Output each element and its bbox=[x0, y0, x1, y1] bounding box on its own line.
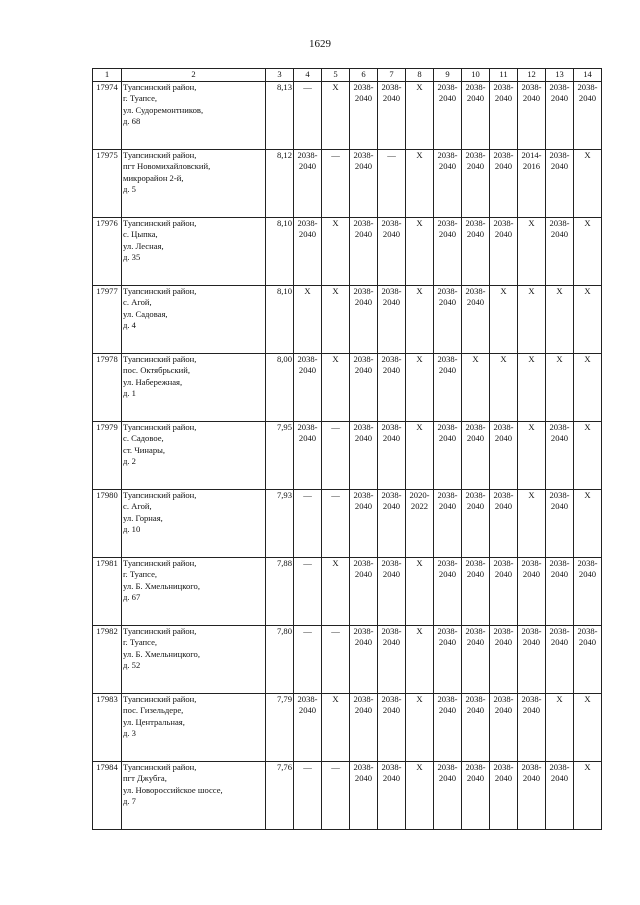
schedule-cell: X bbox=[294, 286, 322, 354]
schedule-cell: 2038- 2040 bbox=[350, 626, 378, 694]
row-id: 17978 bbox=[93, 354, 122, 422]
schedule-cell: 2038- 2040 bbox=[518, 626, 546, 694]
address-cell: Туапсинский район, г. Туапсе, ул. Судоремонтников, д. 68 bbox=[122, 82, 266, 150]
schedule-cell: X bbox=[322, 286, 350, 354]
schedule-cell: 2038- 2040 bbox=[546, 490, 574, 558]
schedule-cell: — bbox=[294, 490, 322, 558]
schedule-cell: X bbox=[574, 422, 602, 490]
schedule-cell: X bbox=[518, 490, 546, 558]
schedule-cell: 2038- 2040 bbox=[490, 490, 518, 558]
row-id: 17982 bbox=[93, 626, 122, 694]
table-row bbox=[93, 762, 602, 830]
schedule-cell: 2038- 2040 bbox=[378, 286, 406, 354]
schedule-cell: — bbox=[322, 422, 350, 490]
schedule-cell: X bbox=[574, 354, 602, 422]
address-cell: Туапсинский район, пгт Новомихайловский, микрорайон 2-й, д. 5 bbox=[122, 150, 266, 218]
schedule-cell: — bbox=[294, 626, 322, 694]
address-cell: Туапсинский район, г. Туапсе, ул. Б. Хмельницкого, д. 52 bbox=[122, 626, 266, 694]
value-cell: 7,79 bbox=[266, 694, 294, 762]
table-row bbox=[93, 490, 602, 558]
schedule-cell: 2038- 2040 bbox=[574, 626, 602, 694]
column-header: 9 bbox=[434, 69, 462, 82]
schedule-cell: 2020- 2022 bbox=[406, 490, 434, 558]
schedule-cell: X bbox=[406, 218, 434, 286]
schedule-cell: 2038- 2040 bbox=[294, 150, 322, 218]
table-row bbox=[93, 286, 602, 354]
schedule-cell: — bbox=[294, 558, 322, 626]
schedule-cell: 2014- 2016 bbox=[518, 150, 546, 218]
table-row bbox=[93, 422, 602, 490]
row-id: 17977 bbox=[93, 286, 122, 354]
schedule-cell: 2038- 2040 bbox=[378, 354, 406, 422]
row-id: 17975 bbox=[93, 150, 122, 218]
schedule-cell: X bbox=[574, 218, 602, 286]
column-header: 6 bbox=[350, 69, 378, 82]
schedule-cell: 2038- 2040 bbox=[434, 626, 462, 694]
row-id: 17976 bbox=[93, 218, 122, 286]
schedule-cell: 2038- 2040 bbox=[350, 762, 378, 830]
schedule-cell: 2038- 2040 bbox=[434, 354, 462, 422]
schedule-cell: 2038- 2040 bbox=[546, 82, 574, 150]
schedule-cell: 2038- 2040 bbox=[350, 354, 378, 422]
schedule-cell: 2038- 2040 bbox=[490, 82, 518, 150]
schedule-cell: 2038- 2040 bbox=[378, 694, 406, 762]
address-cell: Туапсинский район, пос. Гизельдере, ул. Центральная, д. 3 bbox=[122, 694, 266, 762]
schedule-cell: X bbox=[490, 354, 518, 422]
schedule-cell: 2038- 2040 bbox=[434, 150, 462, 218]
schedule-cell: 2038- 2040 bbox=[546, 150, 574, 218]
column-header: 8 bbox=[406, 69, 434, 82]
schedule-cell: — bbox=[322, 150, 350, 218]
table-row bbox=[93, 354, 602, 422]
table-row bbox=[93, 150, 602, 218]
value-cell: 8,10 bbox=[266, 286, 294, 354]
schedule-cell: X bbox=[322, 558, 350, 626]
schedule-cell: 2038- 2040 bbox=[378, 490, 406, 558]
row-id: 17974 bbox=[93, 82, 122, 150]
schedule-cell: 2038- 2040 bbox=[546, 558, 574, 626]
schedule-cell: 2038- 2040 bbox=[490, 694, 518, 762]
schedule-cell: 2038- 2040 bbox=[546, 762, 574, 830]
schedule-cell: 2038- 2040 bbox=[462, 762, 490, 830]
schedule-cell: — bbox=[322, 626, 350, 694]
schedule-cell: X bbox=[322, 694, 350, 762]
schedule-cell: 2038- 2040 bbox=[546, 218, 574, 286]
address-cell: Туапсинский район, с. Садовое, ст. Чинары, д. 2 bbox=[122, 422, 266, 490]
table-row bbox=[93, 82, 602, 150]
schedule-cell: X bbox=[574, 490, 602, 558]
column-header: 10 bbox=[462, 69, 490, 82]
schedule-cell: 2038- 2040 bbox=[378, 82, 406, 150]
schedule-cell: 2038- 2040 bbox=[490, 218, 518, 286]
schedule-cell: 2038- 2040 bbox=[490, 558, 518, 626]
schedule-cell: — bbox=[378, 150, 406, 218]
schedule-cell: 2038- 2040 bbox=[378, 762, 406, 830]
column-header: 4 bbox=[294, 69, 322, 82]
column-header: 7 bbox=[378, 69, 406, 82]
schedule-cell: 2038- 2040 bbox=[294, 422, 322, 490]
schedule-cell: X bbox=[546, 694, 574, 762]
schedule-cell: 2038- 2040 bbox=[378, 626, 406, 694]
column-header: 12 bbox=[518, 69, 546, 82]
value-cell: 7,76 bbox=[266, 762, 294, 830]
schedule-cell: 2038- 2040 bbox=[462, 558, 490, 626]
schedule-cell: X bbox=[546, 354, 574, 422]
schedule-cell: — bbox=[322, 762, 350, 830]
schedule-cell: X bbox=[406, 694, 434, 762]
schedule-cell: 2038- 2040 bbox=[350, 286, 378, 354]
address-cell: Туапсинский район, с. Агой, ул. Садовая, д. 4 bbox=[122, 286, 266, 354]
schedule-cell: X bbox=[518, 354, 546, 422]
schedule-cell: X bbox=[574, 150, 602, 218]
page-number: 1629 bbox=[309, 38, 331, 50]
column-header: 11 bbox=[490, 69, 518, 82]
column-header: 13 bbox=[546, 69, 574, 82]
schedule-cell: 2038- 2040 bbox=[434, 558, 462, 626]
schedule-cell: 2038- 2040 bbox=[350, 694, 378, 762]
row-id: 17979 bbox=[93, 422, 122, 490]
schedule-cell: 2038- 2040 bbox=[462, 626, 490, 694]
schedule-cell: X bbox=[322, 218, 350, 286]
schedule-cell: 2038- 2040 bbox=[462, 286, 490, 354]
schedule-cell: 2038- 2040 bbox=[546, 626, 574, 694]
value-cell: 7,93 bbox=[266, 490, 294, 558]
value-cell: 7,95 bbox=[266, 422, 294, 490]
schedule-cell: 2038- 2040 bbox=[434, 218, 462, 286]
row-id: 17981 bbox=[93, 558, 122, 626]
schedule-cell: 2038- 2040 bbox=[350, 490, 378, 558]
schedule-cell: X bbox=[574, 762, 602, 830]
address-cell: Туапсинский район, пос. Октябрьский, ул. Набережная, д. 1 bbox=[122, 354, 266, 422]
schedule-cell: 2038- 2040 bbox=[462, 82, 490, 150]
value-cell: 7,80 bbox=[266, 626, 294, 694]
schedule-cell: X bbox=[322, 82, 350, 150]
schedule-cell: 2038- 2040 bbox=[462, 490, 490, 558]
row-id: 17980 bbox=[93, 490, 122, 558]
schedule-cell: X bbox=[574, 286, 602, 354]
schedule-cell: 2038- 2040 bbox=[434, 762, 462, 830]
schedule-cell: 2038- 2040 bbox=[350, 422, 378, 490]
schedule-cell: X bbox=[518, 286, 546, 354]
value-cell: 8,12 bbox=[266, 150, 294, 218]
schedule-cell: X bbox=[546, 286, 574, 354]
schedule-cell: 2038- 2040 bbox=[350, 558, 378, 626]
schedule-cell: 2038- 2040 bbox=[518, 762, 546, 830]
schedule-cell: 2038- 2040 bbox=[434, 422, 462, 490]
schedule-cell: 2038- 2040 bbox=[378, 558, 406, 626]
value-cell: 7,88 bbox=[266, 558, 294, 626]
column-header: 2 bbox=[122, 69, 266, 82]
schedule-cell: 2038- 2040 bbox=[490, 626, 518, 694]
schedule-cell: X bbox=[322, 354, 350, 422]
table-row bbox=[93, 694, 602, 762]
schedule-cell: 2038- 2040 bbox=[518, 82, 546, 150]
schedule-cell: 2038- 2040 bbox=[294, 354, 322, 422]
schedule-cell: — bbox=[294, 82, 322, 150]
schedule-cell: X bbox=[490, 286, 518, 354]
schedule-cell: 2038- 2040 bbox=[350, 150, 378, 218]
schedule-cell: X bbox=[406, 422, 434, 490]
table-row bbox=[93, 218, 602, 286]
schedule-cell: X bbox=[406, 626, 434, 694]
schedule-cell: X bbox=[406, 82, 434, 150]
address-cell: Туапсинский район, с. Цыпка, ул. Лесная, д. 35 bbox=[122, 218, 266, 286]
schedule-cell: 2038- 2040 bbox=[294, 694, 322, 762]
row-id: 17983 bbox=[93, 694, 122, 762]
schedule-cell: 2038- 2040 bbox=[434, 82, 462, 150]
schedule-cell: 2038- 2040 bbox=[434, 694, 462, 762]
schedule-cell: — bbox=[294, 762, 322, 830]
schedule-cell: X bbox=[462, 354, 490, 422]
schedule-cell: — bbox=[322, 490, 350, 558]
schedule-cell: 2038- 2040 bbox=[490, 422, 518, 490]
address-cell: Туапсинский район, г. Туапсе, ул. Б. Хмельницкого, д. 67 bbox=[122, 558, 266, 626]
value-cell: 8,13 bbox=[266, 82, 294, 150]
schedule-cell: 2038- 2040 bbox=[462, 694, 490, 762]
schedule-cell: 2038- 2040 bbox=[462, 218, 490, 286]
schedule-cell: 2038- 2040 bbox=[490, 762, 518, 830]
schedule-cell: 2038- 2040 bbox=[518, 558, 546, 626]
value-cell: 8,00 bbox=[266, 354, 294, 422]
schedule-cell: X bbox=[406, 354, 434, 422]
address-cell: Туапсинский район, с. Агой, ул. Горная, д. 10 bbox=[122, 490, 266, 558]
row-id: 17984 bbox=[93, 762, 122, 830]
value-cell: 8,10 bbox=[266, 218, 294, 286]
column-header: 1 bbox=[93, 69, 122, 82]
table-body bbox=[93, 82, 602, 830]
schedule-cell: 2038- 2040 bbox=[490, 150, 518, 218]
schedule-cell: X bbox=[518, 422, 546, 490]
column-header: 3 bbox=[266, 69, 294, 82]
schedule-cell: X bbox=[406, 762, 434, 830]
schedule-cell: X bbox=[518, 218, 546, 286]
schedule-cell: 2038- 2040 bbox=[350, 218, 378, 286]
schedule-cell: X bbox=[406, 286, 434, 354]
data-table bbox=[92, 68, 602, 830]
header-row bbox=[93, 69, 602, 82]
table-row bbox=[93, 558, 602, 626]
schedule-cell: 2038- 2040 bbox=[462, 422, 490, 490]
schedule-cell: 2038- 2040 bbox=[462, 150, 490, 218]
table-row bbox=[93, 626, 602, 694]
schedule-cell: 2038- 2040 bbox=[546, 422, 574, 490]
schedule-cell: 2038- 2040 bbox=[434, 490, 462, 558]
schedule-cell: 2038- 2040 bbox=[350, 82, 378, 150]
schedule-cell: 2038- 2040 bbox=[574, 82, 602, 150]
schedule-cell: 2038- 2040 bbox=[518, 694, 546, 762]
schedule-cell: X bbox=[574, 694, 602, 762]
schedule-cell: X bbox=[406, 558, 434, 626]
schedule-cell: 2038- 2040 bbox=[434, 286, 462, 354]
schedule-cell: X bbox=[406, 150, 434, 218]
schedule-cell: 2038- 2040 bbox=[574, 558, 602, 626]
address-cell: Туапсинский район, пгт Джубга, ул. Новороссийское шоссе, д. 7 bbox=[122, 762, 266, 830]
schedule-cell: 2038- 2040 bbox=[294, 218, 322, 286]
schedule-cell: 2038- 2040 bbox=[378, 422, 406, 490]
column-header: 5 bbox=[322, 69, 350, 82]
column-header: 14 bbox=[574, 69, 602, 82]
schedule-cell: 2038- 2040 bbox=[378, 218, 406, 286]
